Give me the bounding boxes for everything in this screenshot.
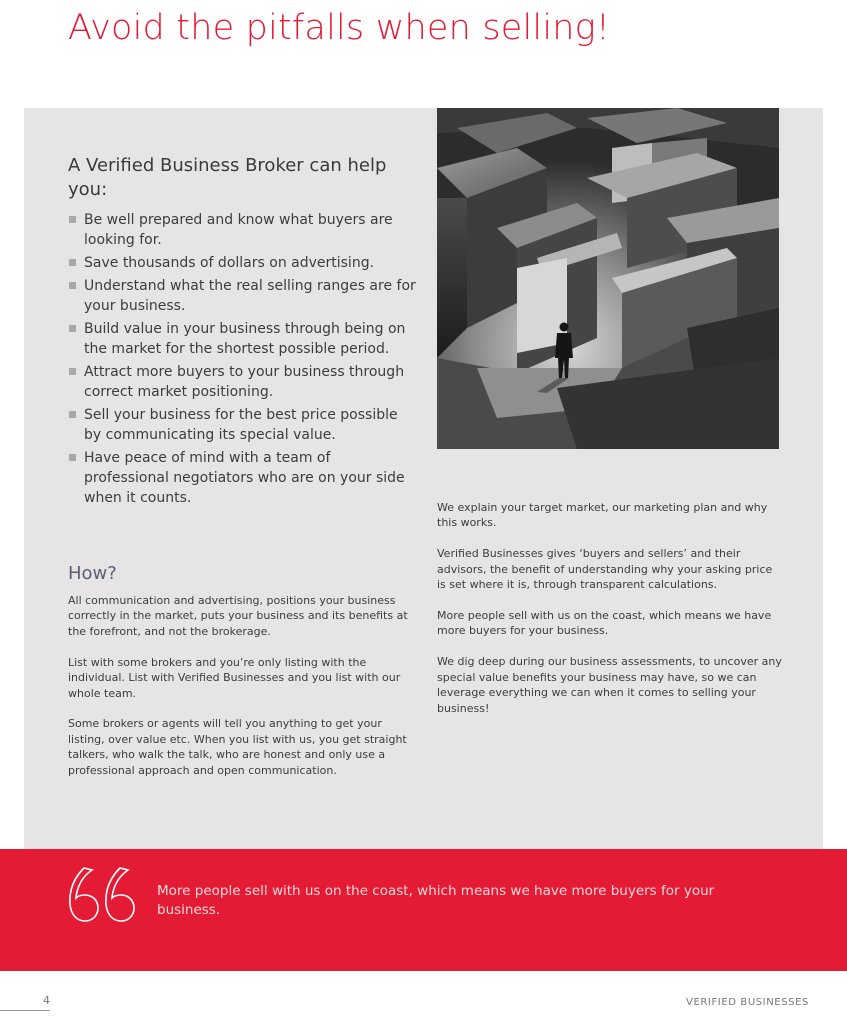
list-item-text: Save thousands of dollars on advertising. — [84, 255, 375, 271]
paragraph: List with some brokers and you’re only listing with the individual. List with Verified Businesses and you list with our whole team. — [68, 655, 401, 700]
footer-rule — [0, 1010, 50, 1011]
list-item — [68, 210, 418, 250]
list-item-text: Understand what the real selling ranges are for your business. — [84, 278, 416, 314]
paragraph: Verified Businesses gives ‘buyers and sellers’ and their advisors, the benefit of understanding why your asking price is set where it is, through transparent calculations. — [437, 547, 773, 592]
paragraph: We dig deep during our business assessments, to uncover any special value benefits your business may have, so we can leverage everything we can when it comes to selling your business! — [437, 655, 782, 715]
list-item — [68, 276, 418, 316]
right-column — [437, 500, 782, 731]
list-item-text: Build value in your business through being on the market for the shortest possible period. — [84, 321, 406, 357]
list-item-text: Have peace of mind with a team of professional negotiators who are on your side when it counts. — [84, 450, 405, 506]
maze-photo — [437, 108, 779, 449]
list-item-text: Be well prepared and know what buyers are looking for. — [84, 212, 393, 248]
paragraph: We explain your target market, our marketing plan and why this works. — [437, 501, 768, 530]
paragraph: More people sell with us on the coast, which means we have more buyers for your business. — [437, 609, 772, 638]
list-item — [68, 405, 418, 445]
paragraph: Some brokers or agents will tell you anything to get your listing, over value etc. When you list with us, you get straight talkers, who walk the talk, who are honest and only use a professional approach and open communication. — [68, 717, 407, 777]
pull-quote: More people sell with us on the coast, which means we have more buyers for your business. — [157, 883, 715, 918]
page-number: 4 — [43, 994, 50, 1007]
list-item-text: Sell your business for the best price possible by communicating its special value. — [84, 407, 398, 443]
how-column — [68, 593, 413, 794]
list-item — [68, 448, 418, 508]
intro-lead: A Verified Business Broker can help you: — [68, 155, 387, 200]
footer-brand: VERIFIED BUSINESSES — [686, 997, 809, 1008]
list-item — [68, 253, 418, 273]
list-item — [68, 319, 418, 359]
square-bullet-icon — [69, 411, 76, 418]
square-bullet-icon — [69, 368, 76, 375]
square-bullet-icon — [69, 216, 76, 223]
square-bullet-icon — [69, 282, 76, 289]
square-bullet-icon — [69, 259, 76, 266]
square-bullet-icon — [69, 325, 76, 332]
paragraph: All communication and advertising, positions your business correctly in the market, puts your business and its benefits at the forefront, and not the brokerage. — [68, 594, 408, 638]
list-item-text: Attract more buyers to your business through correct market positioning. — [84, 364, 405, 400]
benefits-list — [68, 210, 418, 511]
square-bullet-icon — [69, 454, 76, 461]
quotation-marks-icon — [66, 864, 138, 924]
maze-with-man-icon — [437, 108, 779, 449]
how-heading: How? — [68, 563, 117, 584]
list-item — [68, 362, 418, 402]
page-title: Avoid the pitfalls when selling! — [68, 8, 611, 48]
